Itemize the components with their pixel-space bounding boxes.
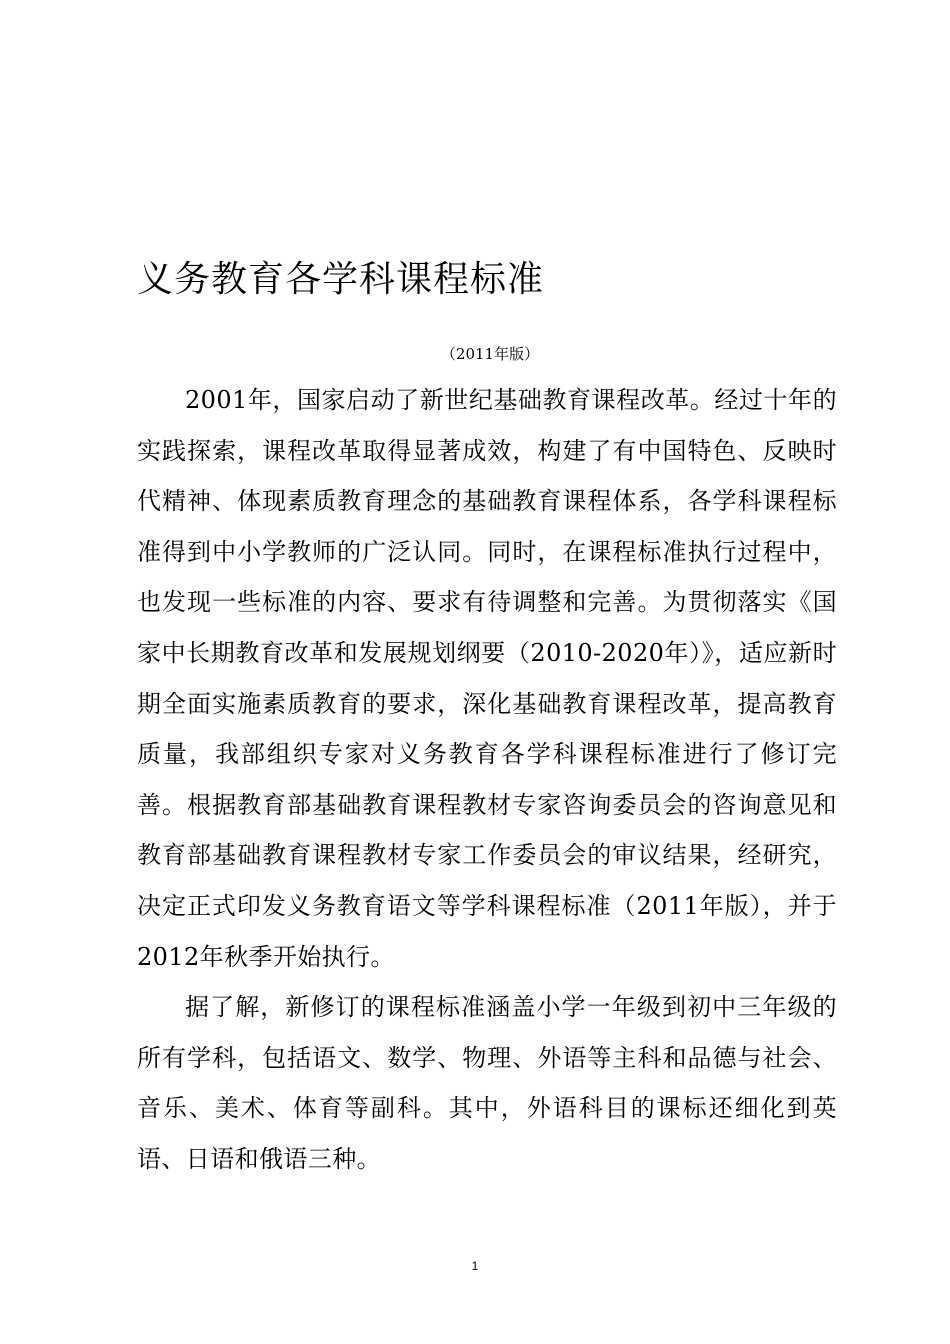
edition-subtitle: （2011年版） [440,345,540,363]
document-title: 义务教育各学科课程标准 [137,259,545,300]
paragraph: 2001年，国家启动了新世纪基础教育课程改革。经过十年的实践探索，课程改革取得显著成效，构建了有中国特色、反映时代精神、体现素质教育理念的基础教育课程体系，各学科课程标准得到中小学教师的广泛认同。同时，在课程标准执行过程中，也发现一些标准的内容、要求有待调整和完善。为贯彻落实《国家中长期教育改革和发展规划纲要（2010-2020年）》，适应新时期全面实施素质教育的要求，深化基础教育课程改革，提高教育质量，我部组织专家对义务教育各学科课程标准进行了修订完善。根据教育部基础教育课程教材专家咨询委员会的咨询意见和教育部基础教育课程教材专家工作委员会的审议结果，经研究，决定正式印发义务教育语文等学科课程标准（2011年版），并于2012年秋季开始执行。 [137,386,837,971]
document-body [137,375,837,1185]
page-number: 1 [471,1259,479,1273]
paragraph: 据了解，新修订的课程标准涵盖小学一年级到初中三年级的所有学科，包括语文、数学、物理、外语等主科和品德与社会、音乐、美术、体育等副科。其中，外语科目的课标还细化到英语、日语和俄语三种。 [137,993,837,1173]
